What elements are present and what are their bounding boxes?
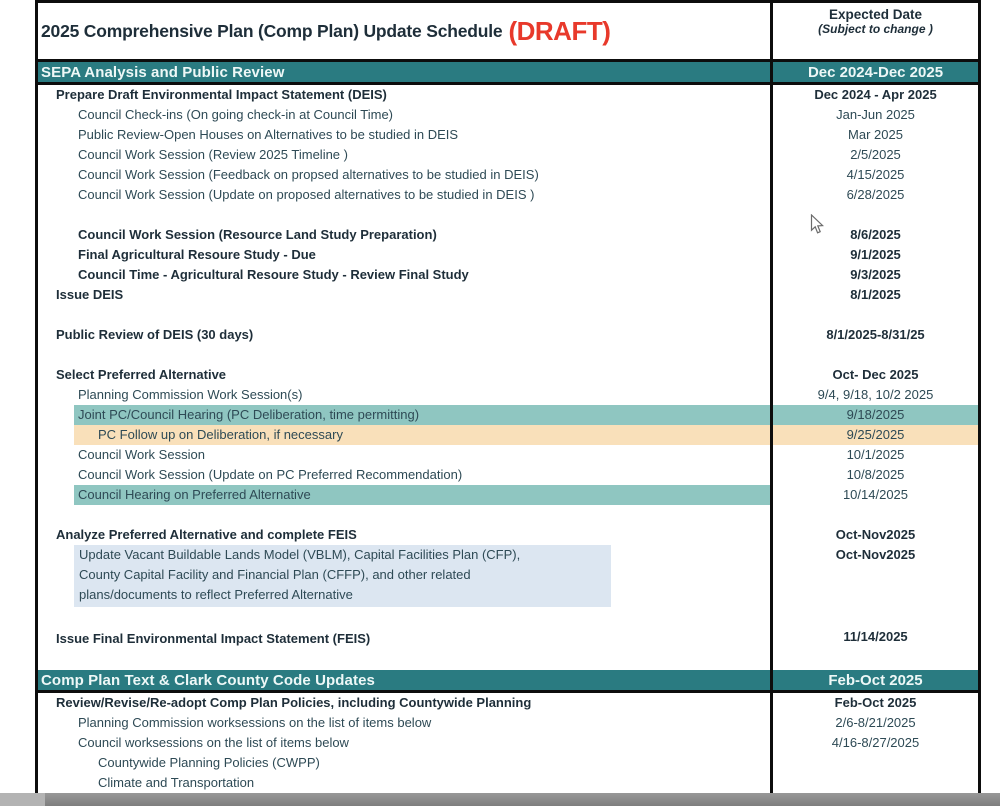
spacer-row: [38, 651, 978, 670]
task-label: Council Work Session (Resource Land Study Preparation): [78, 227, 437, 242]
date-value: Feb-Oct 2025: [834, 695, 917, 710]
task-label: Council Time - Agricultural Resoure Study - Review Final Study: [78, 267, 469, 282]
date-value: 4/15/2025: [846, 167, 905, 182]
task-label: Public Review-Open Houses on Alternatives to be studied in DEIS: [78, 127, 459, 142]
schedule-row: [38, 265, 978, 285]
date-cell: [770, 733, 978, 753]
date-value: 9/1/2025: [850, 247, 901, 262]
spacer-date: [770, 651, 978, 670]
task-cell: [38, 405, 770, 425]
date-cell: [770, 425, 978, 445]
schedule-row: [38, 405, 978, 425]
task-label: Council Work Session (Update on proposed alternatives to be studied in DEIS ): [78, 187, 535, 202]
spacer-main: [38, 305, 770, 325]
task-label: Joint PC/Council Hearing (PC Deliberation, time permitting): [78, 407, 420, 422]
schedule-row: [38, 165, 978, 185]
task-cell: [38, 733, 770, 753]
task-label: Council Hearing on Preferred Alternative: [78, 487, 311, 502]
date-cell: [770, 693, 978, 713]
date-cell: [770, 325, 978, 345]
page-title: 2025 Comprehensive Plan (Comp Plan) Update Schedule: [41, 20, 503, 41]
date-cell: [770, 85, 978, 105]
section-title: Comp Plan Text & Clark County Code Updates: [41, 671, 375, 689]
task-label: Issue Final Environmental Impact Statement (FEIS): [56, 631, 371, 646]
date-value: 9/4, 9/18, 10/2 2025: [817, 387, 934, 402]
spacer-main: [38, 205, 770, 225]
task-cell: [38, 773, 770, 793]
task-cell: [38, 265, 770, 285]
schedule-row: [38, 325, 978, 345]
date-value: 10/14/2025: [842, 487, 909, 502]
date-cell: [770, 525, 978, 545]
schedule-row: [38, 465, 978, 485]
schedule-row: [38, 753, 978, 773]
spacer-main: [38, 651, 770, 670]
task-cell: [38, 85, 770, 105]
task-label: Council worksessions on the list of items below: [78, 735, 349, 750]
task-label: Final Agricultural Resoure Study - Due: [78, 247, 316, 262]
schedule-document: [35, 0, 981, 806]
date-cell: [770, 753, 978, 773]
schedule-row: [38, 693, 978, 713]
schedule-row: [38, 773, 978, 793]
date-value: 4/16-8/27/2025: [831, 735, 920, 750]
schedule-row: [38, 627, 978, 651]
date-value: 6/28/2025: [846, 187, 905, 202]
date-value: Dec 2024 - Apr 2025: [814, 87, 937, 102]
spacer-date: [770, 607, 978, 627]
task-label: Planning Commission worksessions on the list of items below: [78, 715, 432, 730]
schedule-row: [38, 285, 978, 305]
date-cell: [770, 485, 978, 505]
task-label: Council Work Session (Update on PC Preferred Recommendation): [78, 467, 463, 482]
task-label: Review/Revise/Re-adopt Comp Plan Policies, including Countywide Planning: [56, 695, 532, 710]
date-value: 9/3/2025: [850, 267, 901, 282]
date-cell: [770, 285, 978, 305]
block-line: County Capital Facility and Financial Plan (CFFP), and other related: [79, 567, 471, 582]
spacer-row: [38, 305, 978, 325]
task-label: Council Work Session: [78, 447, 205, 462]
date-value: 9/18/2025: [846, 407, 905, 422]
spacer-date: [770, 505, 978, 525]
task-cell: [38, 525, 770, 545]
schedule-row: [38, 425, 978, 445]
task-label: Countywide Planning Policies (CWPP): [98, 755, 320, 770]
date-cell: [770, 105, 978, 125]
date-value: Jan-Jun 2025: [836, 107, 915, 122]
task-cell: [38, 105, 770, 125]
spacer-date: [770, 205, 978, 225]
date-value: Mar 2025: [848, 127, 903, 142]
schedule-row: [38, 185, 978, 205]
date-cell: [770, 125, 978, 145]
section-title: SEPA Analysis and Public Review: [41, 63, 285, 81]
schedule-row: [38, 125, 978, 145]
block-line: Update Vacant Buildable Lands Model (VBLM), Capital Facilities Plan (CFP),: [79, 547, 521, 562]
task-cell: [38, 627, 770, 651]
spacer-row: [38, 205, 978, 225]
schedule-block-row: [38, 545, 978, 607]
date-cell: [770, 405, 978, 425]
schedule-row: [38, 85, 978, 105]
horizontal-scrollbar-thumb[interactable]: [45, 793, 1000, 806]
task-label: Public Review of DEIS (30 days): [56, 327, 254, 342]
date-cell: [770, 385, 978, 405]
task-label: Climate and Transportation: [98, 775, 255, 790]
spacer-main: [38, 345, 770, 365]
section-date: Feb-Oct 2025: [770, 670, 978, 690]
date-cell: [770, 365, 978, 385]
task-label: Prepare Draft Environmental Impact Statement (DEIS): [56, 87, 387, 102]
task-label: Select Preferred Alternative: [56, 367, 227, 382]
schedule-row: [38, 225, 978, 245]
task-cell: [38, 425, 770, 445]
task-cell: [38, 125, 770, 145]
task-label: PC Follow up on Deliberation, if necessary: [98, 427, 343, 442]
schedule-row: [38, 385, 978, 405]
task-cell: [38, 225, 770, 245]
date-value: 8/6/2025: [850, 227, 901, 242]
spacer-row: [38, 505, 978, 525]
section-date: Dec 2024-Dec 2025: [770, 62, 978, 82]
task-label: Issue DEIS: [56, 287, 124, 302]
task-cell: [38, 385, 770, 405]
schedule-row: [38, 733, 978, 753]
task-cell: [38, 713, 770, 733]
date-value: 11/14/2025: [843, 629, 908, 644]
task-cell: [38, 465, 770, 485]
horizontal-scrollbar[interactable]: [0, 793, 1000, 806]
task-cell: [38, 485, 770, 505]
expected-date-subtitle: (Subject to change ): [818, 22, 933, 36]
spacer-date: [770, 305, 978, 325]
spacer-main: [38, 505, 770, 525]
section-header: [38, 670, 978, 693]
date-value: 8/1/2025: [850, 287, 901, 302]
spacer-row: [38, 345, 978, 365]
task-label: Council Check-ins (On going check-in at Council Time): [78, 107, 394, 122]
draft-label: (DRAFT): [508, 15, 611, 46]
date-value: Oct- Dec 2025: [832, 367, 919, 382]
block-line: plans/documents to reflect Preferred Alternative: [79, 587, 353, 602]
date-value: 2/5/2025: [850, 147, 901, 162]
date-cell: [770, 465, 978, 485]
task-cell: [38, 753, 770, 773]
task-label: Council Work Session (Review 2025 Timeline ): [78, 147, 348, 162]
date-cell: [770, 225, 978, 245]
spacer-row: [38, 607, 978, 627]
date-cell: [770, 145, 978, 165]
task-cell: [38, 545, 770, 607]
schedule-row: [38, 525, 978, 545]
task-label: Council Work Session (Feedback on propsed alternatives to be studied in DEIS): [78, 167, 539, 182]
schedule-row: [38, 713, 978, 733]
schedule-sections: [38, 62, 978, 793]
task-cell: [38, 145, 770, 165]
task-cell: [38, 165, 770, 185]
date-cell: [770, 773, 978, 793]
task-cell: [38, 245, 770, 265]
date-cell: [770, 265, 978, 285]
schedule-row: [38, 245, 978, 265]
schedule-row: [38, 445, 978, 465]
date-cell: [770, 185, 978, 205]
date-cell: [770, 245, 978, 265]
task-cell: [38, 325, 770, 345]
task-cell: [38, 365, 770, 385]
expected-date-header: [770, 3, 978, 59]
task-cell: [38, 445, 770, 465]
section-header: [38, 62, 978, 85]
date-value: 2/6-8/21/2025: [835, 715, 916, 730]
spacer-main: [38, 607, 770, 627]
schedule-row: [38, 145, 978, 165]
spacer-date: [770, 345, 978, 365]
schedule-row: [38, 105, 978, 125]
date-cell: [770, 627, 978, 651]
date-cell: [770, 165, 978, 185]
date-value: 10/8/2025: [846, 467, 905, 482]
schedule-row: [38, 485, 978, 505]
title-cell: [38, 3, 770, 59]
task-cell: [38, 185, 770, 205]
date-cell: [770, 445, 978, 465]
date-value: 9/25/2025: [846, 427, 905, 442]
task-label: Planning Commission Work Session(s): [78, 387, 303, 402]
task-label: Analyze Preferred Alternative and complete FEIS: [56, 527, 357, 542]
task-cell: [38, 285, 770, 305]
expected-date-title: Expected Date: [828, 7, 923, 22]
schedule-row: [38, 365, 978, 385]
title-row: [38, 3, 978, 62]
date-value: Oct-Nov2025: [835, 527, 916, 542]
date-value: 10/1/2025: [846, 447, 905, 462]
date-value: 8/1/2025-8/31/25: [826, 327, 925, 342]
date-cell: [770, 713, 978, 733]
date-cell: Oct-Nov2025: [770, 545, 978, 607]
task-cell: [38, 693, 770, 713]
